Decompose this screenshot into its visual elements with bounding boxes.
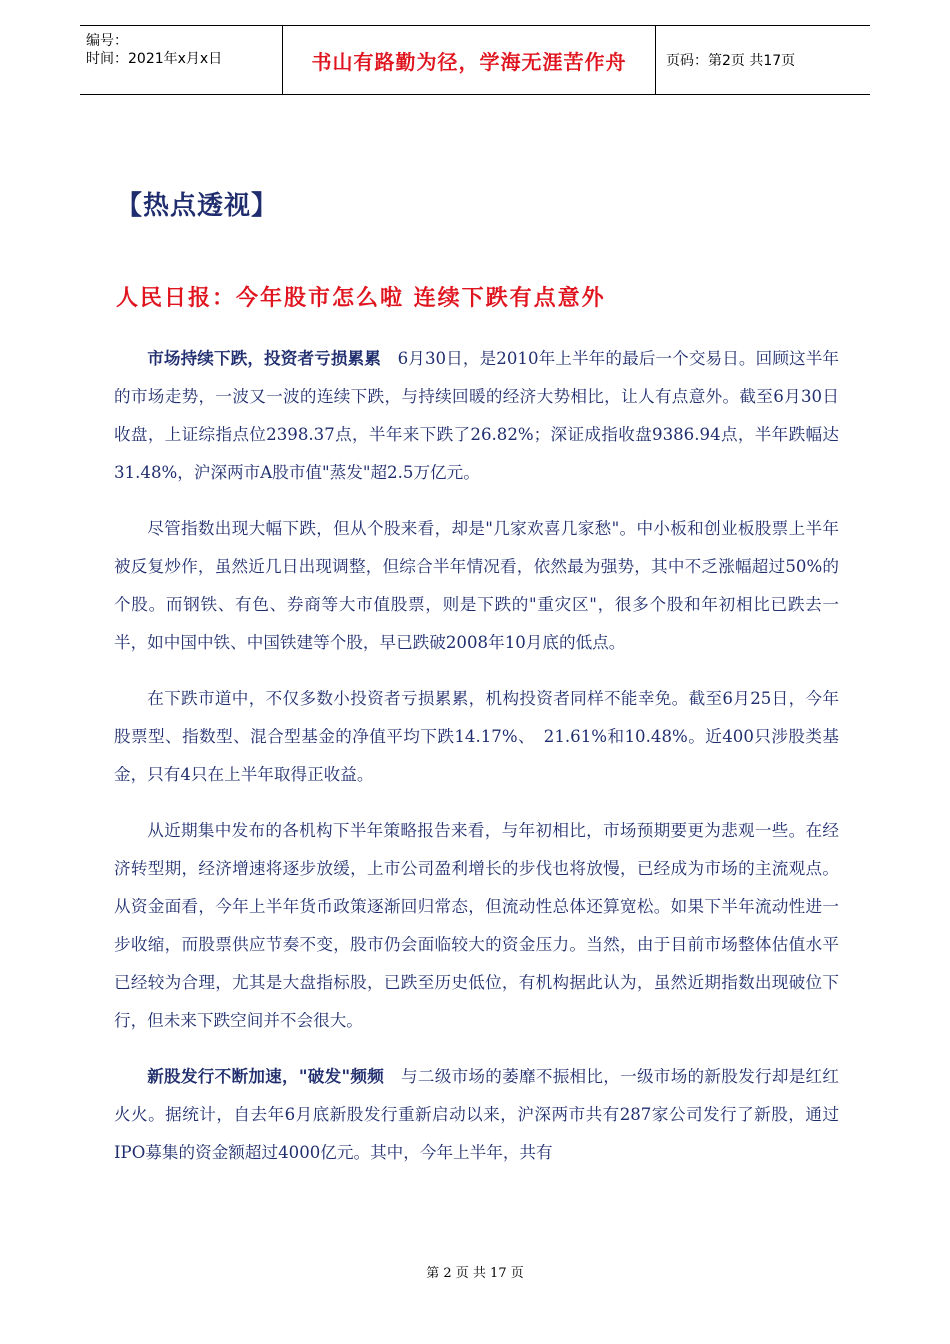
- paragraph-text: 在下跌市道中，不仅多数小投资者亏损累累，机构投资者同样不能幸免。截至6月25日，今年股票型、指数型、混合型基金的净值平均下跌14.17%、 21.61%和10.48%。近400只涉股类基金，只有4只在上半年取得正收益。: [114, 689, 839, 784]
- paragraph: [114, 680, 839, 794]
- header-page-info: 页码：第2页 共17页: [666, 53, 796, 69]
- header-meta: [80, 26, 282, 94]
- page-header: [80, 25, 870, 95]
- paragraph-text: 与二级市场的萎靡不振相比，一级市场的新股发行却是红红火火。据统计，自去年6月底新股发行重新启动以来，沪深两市共有287家公司发行了新股，通过IPO募集的资金额超过4000亿元。其中，今年上半年，共有: [114, 1067, 839, 1162]
- paragraph-lead: 新股发行不断加速，"破发"频频: [147, 1067, 385, 1086]
- paragraph: [114, 340, 839, 492]
- paragraph: [114, 812, 839, 1040]
- paragraph: [114, 510, 839, 662]
- article-title: 人民日报：今年股市怎么啦 连续下跌有点意外: [116, 286, 606, 311]
- paragraph-text: 尽管指数出现大幅下跌，但从个股来看，却是"几家欢喜几家愁"。中小板和创业板股票上半年被反复炒作，虽然近几日出现调整，但综合半年情况看，依然最为强势，其中不乏涨幅超过50%的个股。而钢铁、有色、券商等大市值股票，则是下跌的"重灾区"，很多个股和年初相比已跌去一半，如中国中铁、中国铁建等个股，早已跌破2008年10月底的低点。: [114, 519, 839, 652]
- header-motto: 书山有路勤为径，学海无涯苦作舟: [282, 26, 656, 94]
- paragraph-text: 6月30日，是2010年上半年的最后一个交易日。回顾这半年的市场走势，一波又一波的连续下跌，与持续回暖的经济大势相比，让人有点意外。截至6月30日收盘，上证综指点位2398.37点，半年来下跌了26.82%；深证成指收盘9386.94点，半年跌幅达31.48%，沪深两市A股市值"蒸发"超2.5万亿元。: [114, 349, 840, 482]
- page-footer: 第 2 页 共 17 页: [426, 1266, 524, 1281]
- number-label: 编号：: [86, 33, 128, 49]
- paragraph-text: 从近期集中发布的各机构下半年策略报告来看，与年初相比，市场预期要更为悲观一些。在经济转型期，经济增速将逐步放缓，上市公司盈利增长的步伐也将放慢，已经成为市场的主流观点。从资金面看，今年上半年货币政策逐渐回归常态，但流动性总体还算宽松。如果下半年流动性进一步收缩，而股票供应节奏不变，股市仍会面临较大的资金压力。当然，由于目前市场整体估值水平已经较为合理，尤其是大盘指标股，已跌至历史低位，有机构据此认为，虽然近期指数出现破位下行，但未来下跌空间并不会很大。: [114, 821, 839, 1030]
- article-body: [114, 340, 839, 1190]
- time-label: 时间：2021年x月x日: [86, 51, 223, 67]
- section-title: 【热点透视】: [116, 191, 279, 221]
- paragraph: [114, 1058, 839, 1172]
- paragraph-lead: 市场持续下跌，投资者亏损累累: [147, 349, 381, 368]
